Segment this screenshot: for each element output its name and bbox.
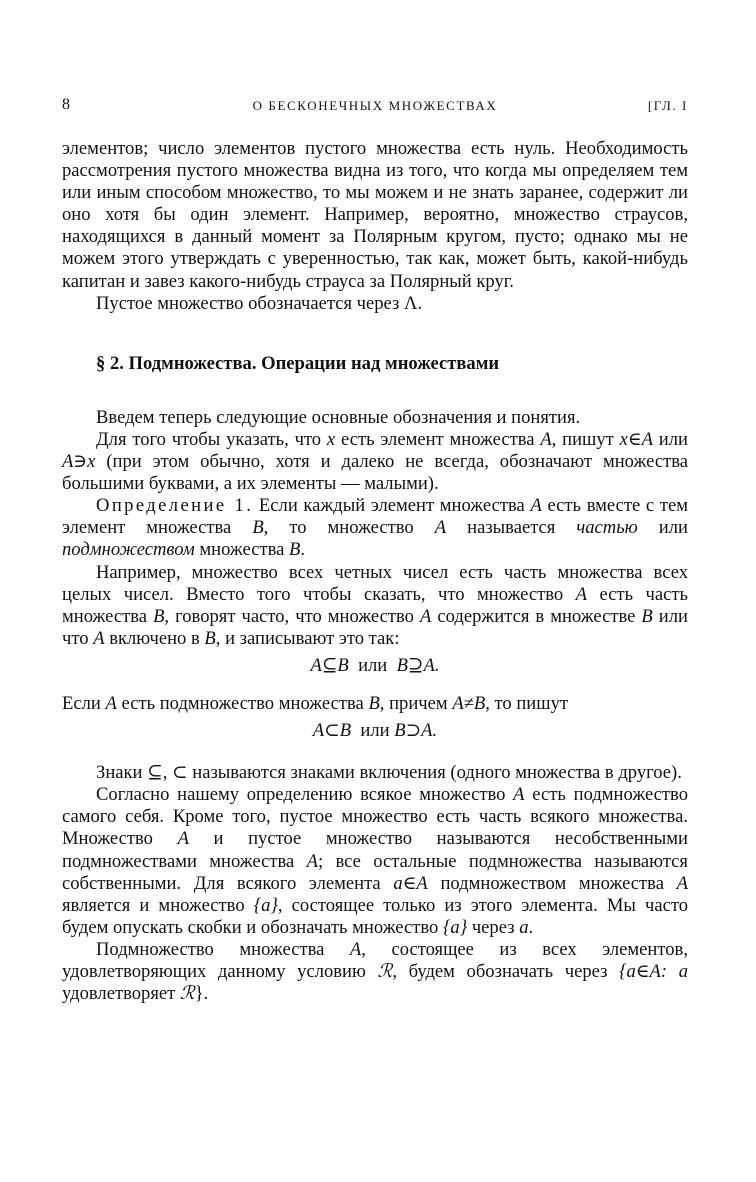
definition-1: Определение 1. Если каждый элемент множества A есть вместе с тем элемент множества B, то множество A называется частью или подмножеством множества B.	[62, 495, 688, 561]
paragraph-proper-subset: Если A есть подмножество множества B, причем A≠B, то пишут	[62, 692, 568, 714]
chapter-marker: [ГЛ. I	[647, 98, 688, 113]
page-number: 8	[62, 96, 70, 113]
paragraph-notation-intro: Введем теперь следующие основные обозначения и понятия.	[96, 406, 581, 428]
paragraph-membership: Для того чтобы указать, что x есть элемент множества A, пишут x∈A или A∋x (при этом обычно, хотя и далеко не всегда, обозначают множества большими буквами, а их элементы — малыми).	[62, 428, 688, 495]
section-heading: § 2. Подмножества. Операции над множествами	[96, 352, 500, 374]
paragraph-condition-subset: Подмножество множества A, состоящее из всех элементов, удовлетворяющих данному условию ℛ, будем обозначать через {a∈A: a удовлетворяет ℛ}.	[62, 938, 689, 1005]
paragraph-inclusion-signs: Знаки ⊆, ⊂ называются знаками включения (одного множества в другое).	[96, 762, 682, 784]
page-header	[62, 96, 688, 116]
paragraph-empty-set-notation: Пустое множество обозначается через Λ.	[96, 292, 423, 314]
paragraph-example: Например, множество всех четных чисел есть часть множества всех целых чисел. Вместо того чтобы сказать, что множество A есть часть множества B, говорят часто, что множество A содержится в множестве B или что A включено в B, и записывают это так:	[62, 561, 688, 649]
paragraph-empty-set-continuation: элементов; число элементов пустого множества есть нуль. Необходимость рассмотрения пустого множества видна из того, что когда мы определяем тем или иным способом множество, то мы можем и не знать заранее, содержит ли оно хотя бы один элемент. Например, вероятно, множество страусов, находящихся в данный момент за Полярным кругом, пусто; однако мы не можем этого утверждать с уверенностью, так как, может быть, какой-нибудь капитан и завез какого-нибудь страуса за Полярный круг.	[62, 138, 688, 292]
definition-label: Определение 1.	[96, 495, 254, 517]
formula-inclusion: A⊆B или B⊇A.	[310, 654, 440, 676]
paragraph-proper-improper: Согласно нашему определению всякое множество A есть подмножество самого себя. Кроме того, пустое множество есть часть всякого множества. Множество A и пустое множество называются несобственными подмножествами множества A; все остальные подмножества называются собственными. Для всякого элемента a∈A подмножеством множества A является и множество {a}, состоящее только из этого элемента. Мы часто будем опускать скобки и обозначать множество {a} через a.	[62, 784, 688, 938]
page-body	[62, 138, 688, 1005]
formula-strict-inclusion: A⊂B или B⊃A.	[312, 720, 438, 742]
running-title: О БЕСКОНЕЧНЫХ МНОЖЕСТВАХ	[252, 98, 498, 113]
